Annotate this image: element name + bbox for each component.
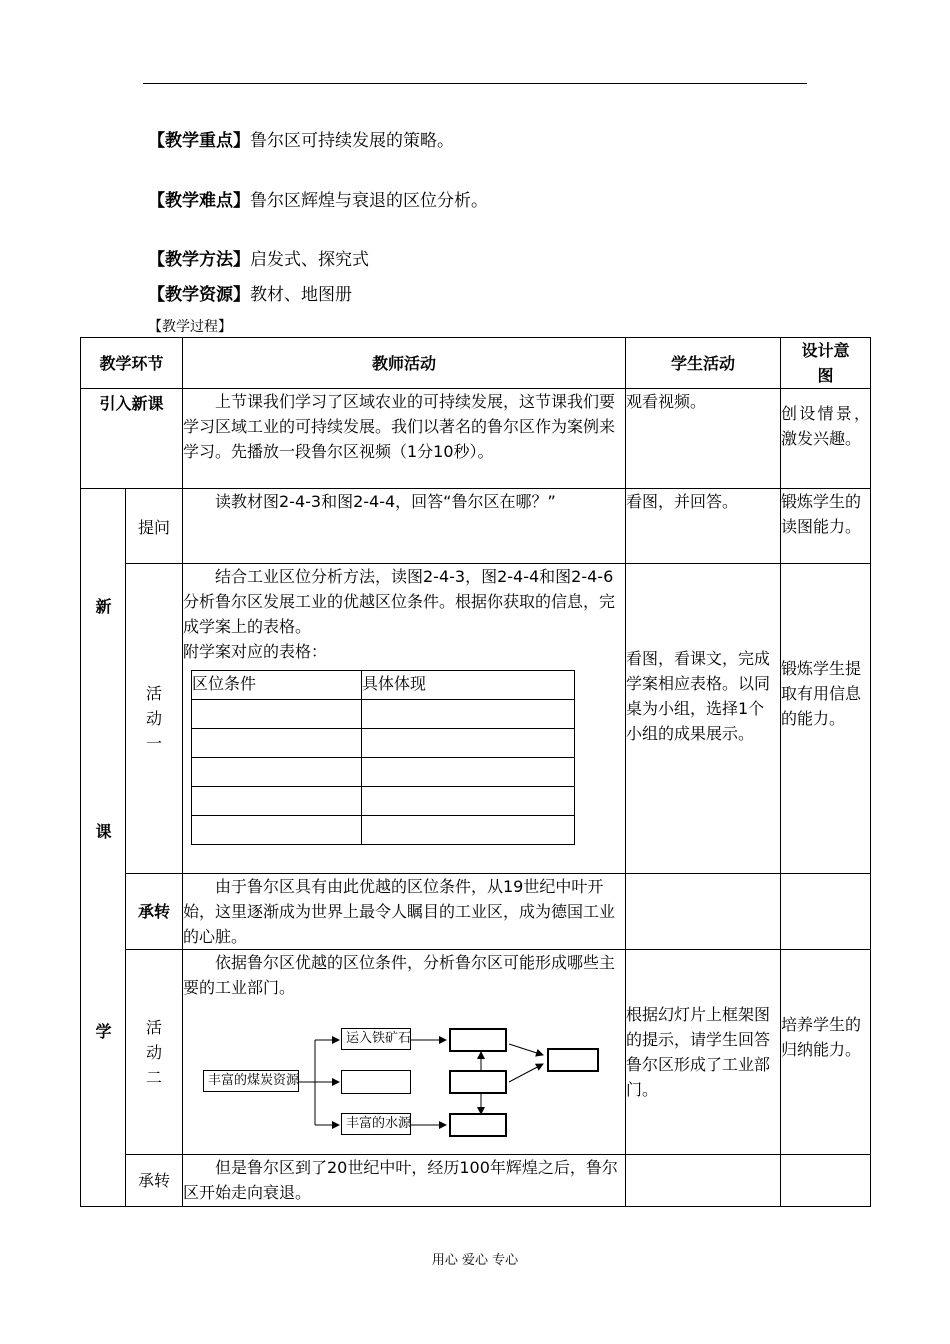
meta-label: 【教学资源】 — [148, 285, 250, 305]
teacher-activity-two — [183, 950, 626, 1155]
meta-label: 【教学重点】 — [148, 131, 250, 151]
table-header-row — [81, 338, 871, 389]
meta-value: 启发式、探究式 — [250, 250, 369, 270]
activity-one-instruction: 结合工业区位分析方法，读图2-4-3，图2-4-4和图2-4-6分析鲁尔区发展工业的优越区位条件。根据你获取的信息，完成学案上的表格。 — [183, 567, 616, 636]
sub-transition: 承转 — [126, 874, 183, 950]
sub-activity-two — [126, 950, 183, 1155]
worksheet-cell — [192, 787, 362, 816]
intent-transition — [781, 1155, 871, 1207]
intent-intro — [781, 389, 871, 489]
header-intent: 设计意图 — [781, 338, 871, 389]
student-tiwen: 看图，并回答。 — [626, 489, 781, 564]
header-rule — [143, 83, 807, 84]
worksheet-cell — [192, 816, 362, 845]
worksheet-row — [192, 816, 575, 845]
sub-char: 动 — [145, 1042, 162, 1062]
worksheet-row — [192, 787, 575, 816]
table-row — [81, 489, 871, 564]
teacher-tiwen: 读教材图2-4-3和图2-4-4，回答“鲁尔区在哪？” — [183, 489, 626, 564]
sub-char: 活 — [145, 1017, 162, 1037]
sub-char: 活 — [145, 684, 162, 703]
header-teacher: 教师活动 — [183, 338, 626, 389]
activity-two-instruction: 依据鲁尔区优越的区位条件，分析鲁尔区可能形成哪些主要的工业部门。 — [183, 953, 616, 997]
stage-new-lesson — [81, 489, 126, 1207]
diagram-node-coal: 丰富的煤炭资源 — [203, 1070, 299, 1092]
diagram-node-blank — [449, 1028, 507, 1052]
header-stage: 教学环节 — [81, 338, 183, 389]
student-transition — [626, 1155, 781, 1207]
diagram-node-blank — [547, 1048, 599, 1072]
worksheet-cell — [192, 758, 362, 787]
intent-activity-two: 培养学生的归纳能力。 — [781, 950, 871, 1155]
student-activity-one: 看图，看课文，完成学案相应表格。以同桌为小组，选择1个小组的成果展示。 — [626, 564, 781, 874]
sub-activity-one — [126, 564, 183, 874]
diagram-node-water: 丰富的水源 — [341, 1113, 411, 1135]
meta-key-point — [148, 126, 454, 151]
worksheet-cell — [362, 758, 575, 787]
sub-char: 一 — [145, 734, 162, 753]
diagram-node-blank — [449, 1113, 507, 1137]
diagram-node-blank — [341, 1070, 411, 1094]
intent-text: 创设情景，激发兴趣。 — [781, 404, 870, 448]
lesson-table — [80, 337, 871, 1207]
intent-activity-one: 锻炼学生提取有用信息的能力。 — [781, 564, 871, 874]
page-footer: 用心 爱心 专心 — [431, 1253, 519, 1268]
stage-char: 学 — [95, 1022, 112, 1041]
table-row — [81, 874, 871, 950]
meta-method — [148, 245, 369, 270]
worksheet-table — [191, 670, 575, 845]
header-student: 学生活动 — [626, 338, 781, 389]
industry-flow-diagram — [203, 1022, 623, 1142]
teacher-activity-one — [183, 564, 626, 874]
worksheet-cell — [192, 700, 362, 729]
student-transition — [626, 874, 781, 950]
meta-value: 鲁尔区辉煌与衰退的区位分析。 — [250, 191, 488, 211]
teacher-intro: 上节课我们学习了区域农业的可持续发展，这节课我们要学习区域工业的可持续发展。我们以著名的鲁尔区作为案例来学习。先播放一段鲁尔区视频（1分10秒）。 — [183, 389, 626, 489]
worksheet-row — [192, 758, 575, 787]
diagram-node-iron: 运入铁矿石 — [341, 1028, 411, 1050]
meta-difficulty — [148, 186, 488, 211]
teacher-transition: 由于鲁尔区具有由此优越的区位条件，从19世纪中叶开始，这里逐渐成为世界上最令人瞩目的工业区，成为德国工业的心脏。 — [183, 874, 626, 950]
worksheet-cell — [192, 729, 362, 758]
sub-char: 二 — [145, 1067, 162, 1087]
intent-transition — [781, 874, 871, 950]
intent-tiwen: 锻炼学生的读图能力。 — [781, 489, 871, 564]
worksheet-header-row — [192, 671, 575, 700]
meta-label: 【教学难点】 — [148, 191, 250, 211]
sub-transition: 承转 — [126, 1155, 183, 1207]
worksheet-cell — [362, 787, 575, 816]
worksheet-cell — [362, 729, 575, 758]
worksheet-row — [192, 729, 575, 758]
meta-resource — [148, 280, 352, 305]
worksheet-header: 具体体现 — [362, 671, 575, 700]
meta-value: 教材、地图册 — [250, 285, 352, 305]
stage-char: 新 — [95, 597, 112, 616]
worksheet-cell — [362, 700, 575, 729]
meta-label: 【教学方法】 — [148, 250, 250, 270]
table-row — [81, 950, 871, 1155]
worksheet-header: 区位条件 — [192, 671, 362, 700]
student-intro: 观看视频。 — [626, 389, 781, 489]
meta-value: 鲁尔区可持续发展的策略。 — [250, 131, 454, 151]
worksheet-row — [192, 700, 575, 729]
sub-tiwen: 提问 — [126, 489, 183, 564]
process-label: 【教学过程】 — [148, 319, 232, 335]
stage-char: 课 — [95, 822, 112, 841]
diagram-node-blank — [449, 1070, 507, 1094]
student-activity-two: 根据幻灯片上框架图的提示，请学生回答鲁尔区形成了工业部门。 — [626, 950, 781, 1155]
sub-char: 动 — [145, 709, 162, 728]
teacher-transition: 但是鲁尔区到了20世纪中叶，经历100年辉煌之后，鲁尔区开始走向衰退。 — [183, 1155, 626, 1207]
activity-one-note: 附学案对应的表格： — [183, 642, 328, 661]
table-row — [81, 389, 871, 489]
worksheet-cell — [362, 816, 575, 845]
table-row — [81, 564, 871, 874]
stage-intro: 引入新课 — [81, 389, 183, 489]
table-row — [81, 1155, 871, 1207]
